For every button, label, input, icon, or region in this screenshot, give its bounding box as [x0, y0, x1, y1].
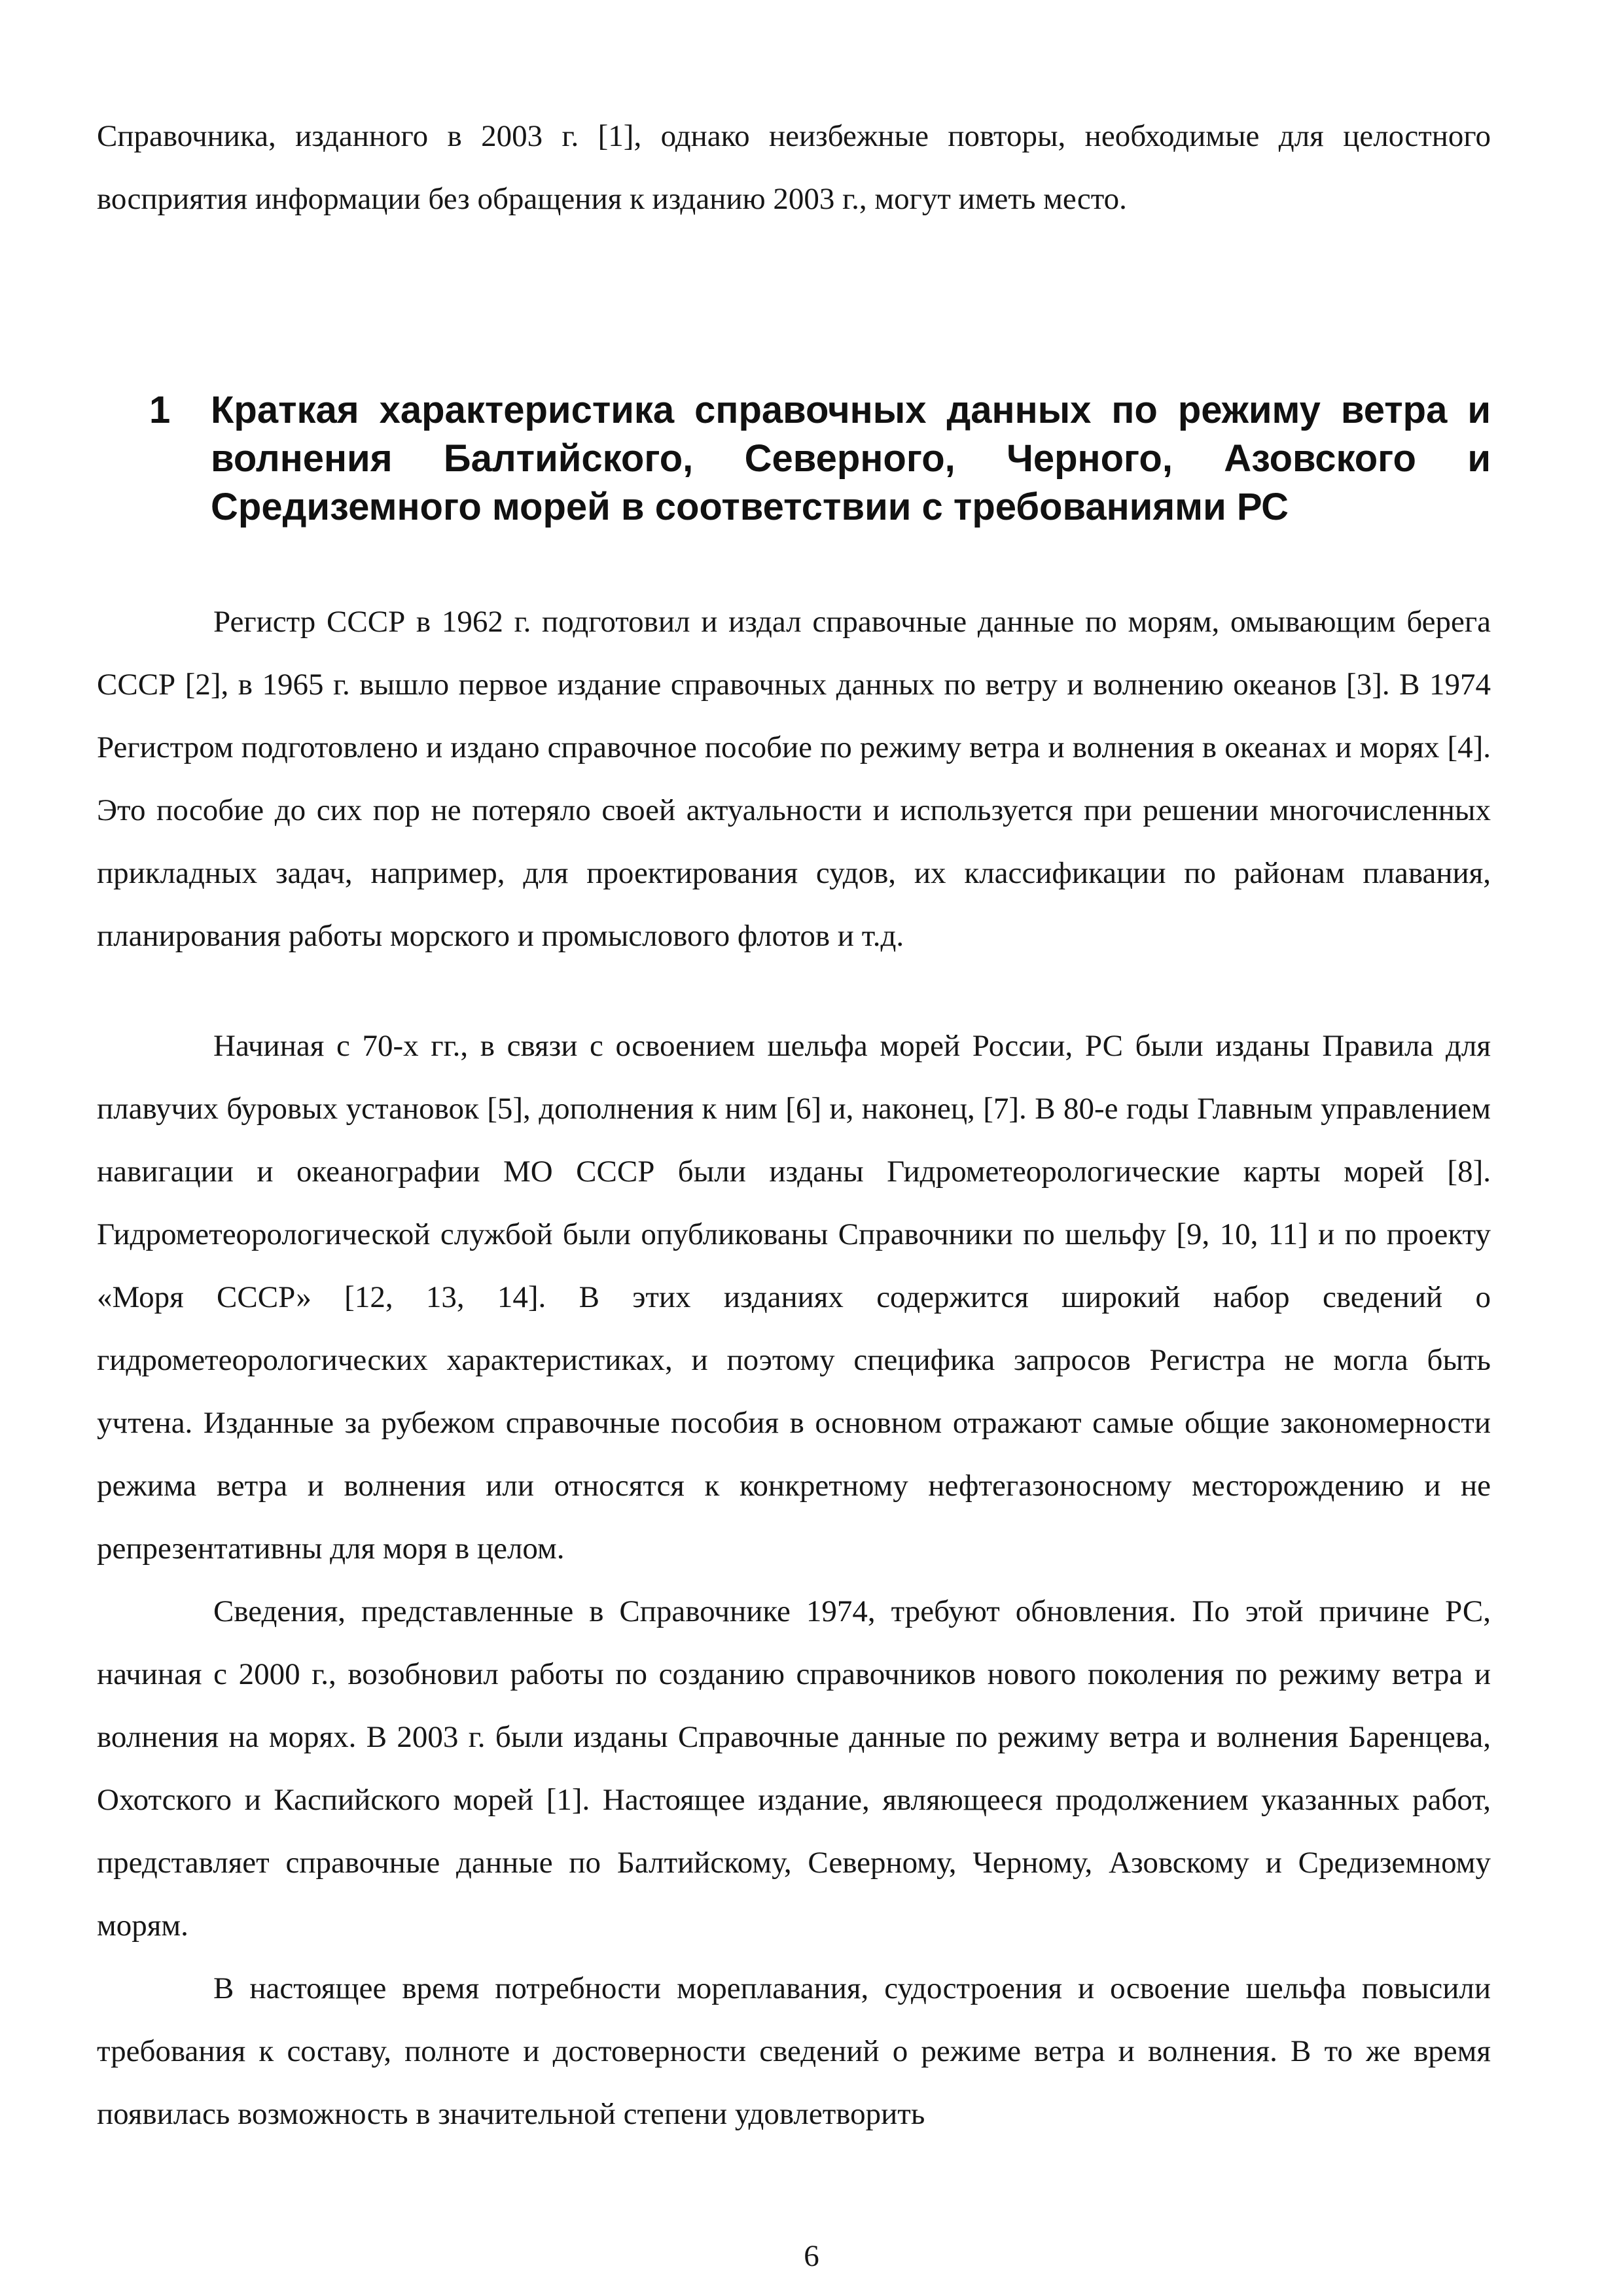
page-number: 6 [804, 2239, 819, 2273]
section-title: Краткая характеристика справочных данных по режиму ветра и волнения Балтийского, Северного, Черного, Азовского и Средиземного морей в соответствии с требованиями РС [211, 389, 1491, 528]
document-page [97, 105, 1491, 2145]
body-paragraph-3: Сведения, представленные в Справочнике 1974, требуют обновления. По этой причине РС, начиная с 2000 г., возобновил работы по созданию справочников нового поколения по режиму ветра и волнения на морях. В 2003 г. были изданы Справочные данные по режиму ветра и волнения Баренцева, Охотского и Каспийского морей [1]. Настоящее издание, являющееся продолжением указанных работ, представляет справочные данные по Балтийскому, Северному, Черному, Азовскому и Средиземному морям. [97, 1594, 1491, 1943]
section-number: 1 [149, 389, 171, 431]
intro-paragraph: Справочника, изданного в 2003 г. [1], однако неизбежные повторы, необходимые для целостного восприятия информации без обращения к изданию 2003 г., могут иметь место. [97, 119, 1491, 216]
body-paragraph-1: Регистр СССР в 1962 г. подготовил и издал справочные данные по морям, омывающим берега СССР [2], в 1965 г. вышло первое издание справочных данных по ветру и волнению океанов [3]. В 1974 Регистром подготовлено и издано справочное пособие по режиму ветра и волнения в океанах и морях [4]. Это пособие до сих пор не потеряло своей актуальности и используется при решении многочисленных прикладных задач, например, для проектирования судов, их классификации по районам плавания, планирования работы морского и промыслового флотов и т.д. [97, 605, 1491, 953]
body-paragraph-2: Начиная с 70-х гг., в связи с освоением шельфа морей России, РС были изданы Правила для плавучих буровых установок [5], дополнения к ним [6] и, наконец, [7]. В 80-е годы Главным управлением навигации и океанографии МО СССР были изданы Гидрометеорологические карты морей [8]. Гидрометеорологической службой были опубликованы Справочники по шельфу [9, 10, 11] и по проекту «Моря СССР» [12, 13, 14]. В этих изданиях содержится широкий набор сведений о гидрометеорологических характеристиках, и поэтому специфика запросов Регистра не могла быть учтена. Изданные за рубежом справочные пособия в основном отражают самые общие закономерности режима ветра и волнения или относятся к конкретному нефтегазоносному месторождению и не репрезентативны для моря в целом. [97, 1029, 1491, 1566]
body-paragraph-4: В настоящее время потребности мореплавания, судостроения и освоение шельфа повысили требования к составу, полноте и достоверности сведений о режиме ветра и волнения. В то же время появилась возможность в значительной степени удовлетворить [97, 1971, 1491, 2131]
section-heading [97, 386, 1491, 531]
